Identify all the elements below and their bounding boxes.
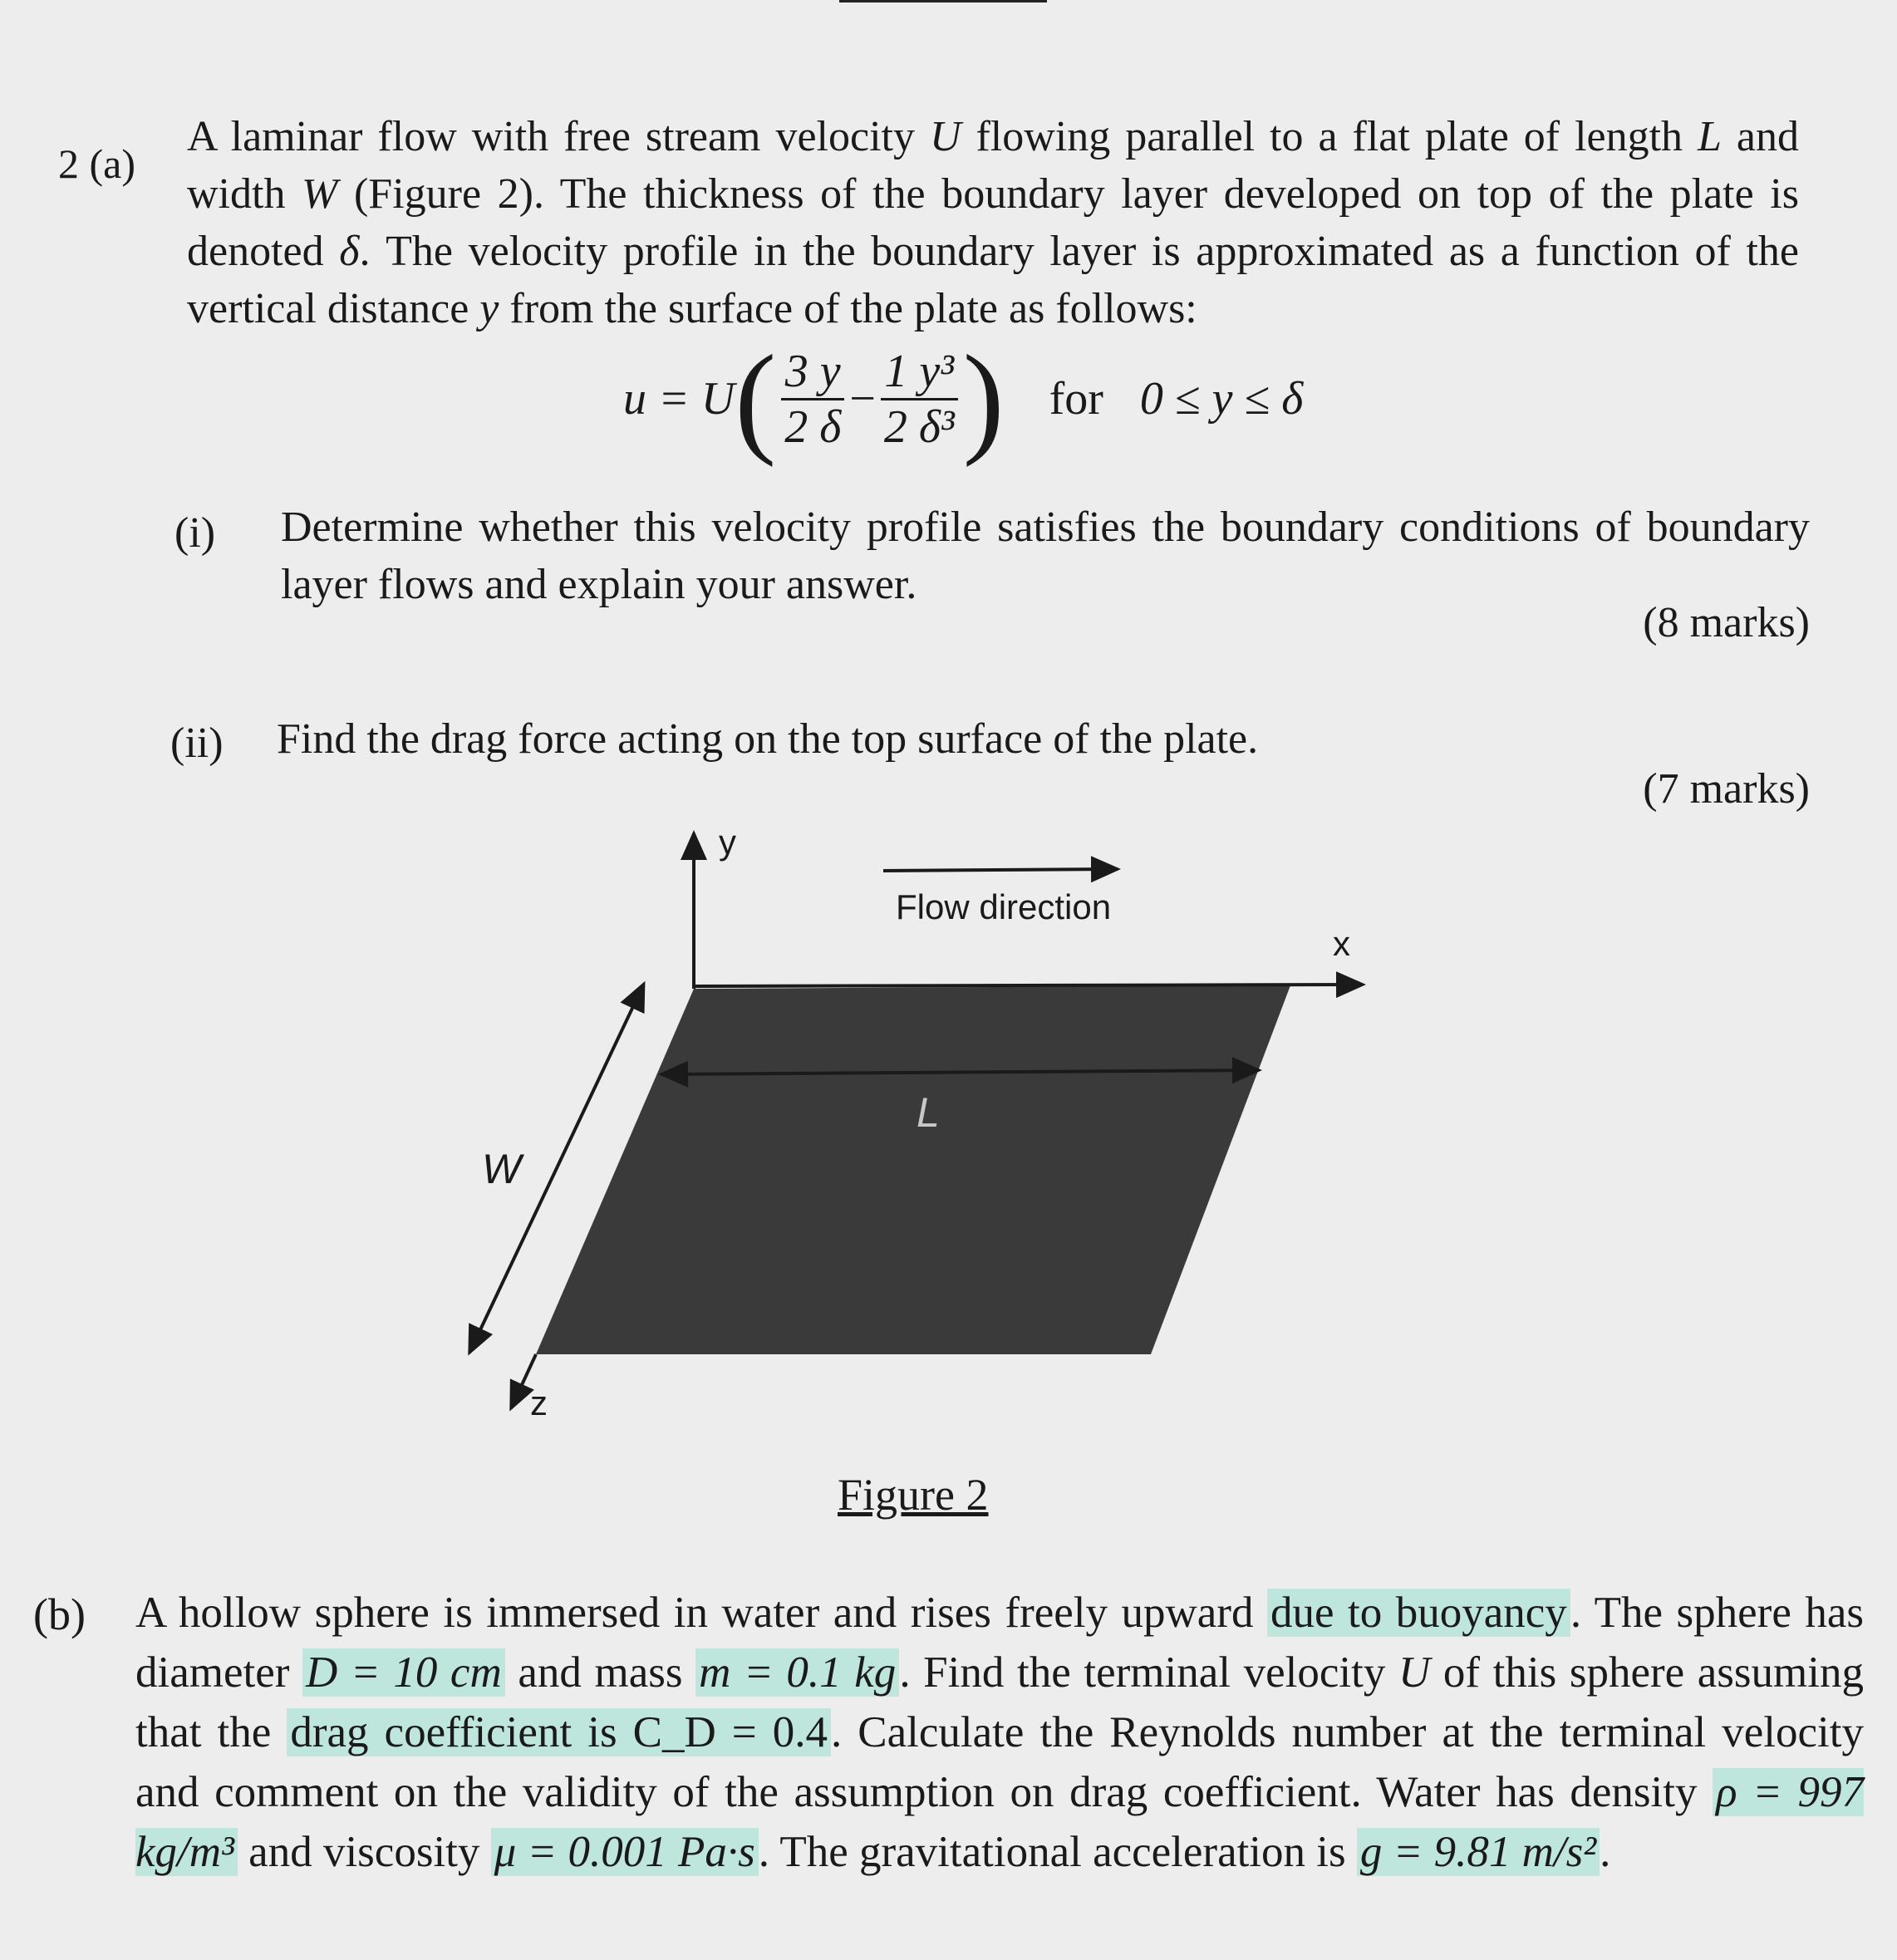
flow-direction-label: Flow direction bbox=[896, 887, 1112, 926]
question-number: 2 (a) bbox=[58, 140, 135, 187]
question-b-label: (b) bbox=[33, 1589, 86, 1639]
length-label: L bbox=[917, 1089, 940, 1136]
x-axis-arrow bbox=[694, 985, 1363, 986]
part-ii-text: Find the drag force acting on the top surface of the plate. bbox=[277, 715, 1259, 763]
highlight-mass: m = 0.1 kg bbox=[695, 1648, 899, 1697]
flat-plate bbox=[536, 985, 1290, 1354]
term2-denominator: 2 δ³ bbox=[883, 400, 955, 453]
figure-caption: Figure 2 bbox=[838, 1470, 989, 1520]
term1-numerator: 3 y bbox=[781, 345, 844, 400]
equation-lhs: u = U bbox=[623, 373, 735, 425]
highlight-buoyancy: due to buoyancy bbox=[1267, 1589, 1570, 1637]
z-axis-label: z bbox=[530, 1383, 548, 1422]
question-a-intro: A laminar flow with free stream velocity U flowing parallel to a flat plate of length L and width W (Figure 2). The thickness of the boundary layer developed on top of the plate is denoted δ. The velocity profile in the boundary layer is approximated as a function of the vertical distance y from the surface of the plate as follows: bbox=[187, 113, 1799, 332]
velocity-profile-equation: u = U( $\frac{3 y}{2 \delta}$ − $\frac{\text{1 y³}}{\text{2 δ³}}$ ) for 0 ≤ y ≤ δ bbox=[623, 330, 1304, 468]
highlight-gravity: g = 9.81 m/s² bbox=[1357, 1828, 1600, 1876]
highlight-density: ρ = 997 kg/m³ bbox=[135, 1768, 1864, 1876]
highlight-drag-coefficient: drag coefficient is C_D = 0.4 bbox=[287, 1708, 831, 1756]
condition-word: for bbox=[1049, 373, 1103, 425]
x-axis-label: x bbox=[1333, 924, 1350, 963]
width-label: W bbox=[482, 1146, 522, 1192]
y-axis-label: y bbox=[719, 823, 736, 862]
part-i-marks: (8 marks) bbox=[1643, 599, 1810, 646]
question-b-text: A hollow sphere is immersed in water and rises freely upward due to buoyancy. The sphere has diameter D = 10 cm and mass m = 0.1 kg. Find the terminal velocity U of this sphere assuming that the drag coefficient is C_D = 0.4. Calculate the Reynolds number at the terminal velocity and comment on the validity of the assumption on drag coefficient. Water has density ρ = 997 kg/m³ and viscosity μ = 0.001 Pa·s. The gravitational acceleration is g = 9.81 m/s². bbox=[135, 1589, 1865, 1876]
term2-numerator: 1 y³ bbox=[881, 345, 958, 400]
highlight-viscosity: μ = 0.001 Pa·s bbox=[491, 1828, 759, 1876]
flow-direction-arrow bbox=[883, 869, 1118, 871]
part-ii-label: (ii) bbox=[170, 720, 224, 767]
highlight-diameter: D = 10 cm bbox=[302, 1648, 505, 1697]
part-ii-marks: (7 marks) bbox=[1643, 765, 1810, 813]
condition: 0 ≤ y ≤ δ bbox=[1139, 373, 1304, 425]
term1-denominator: 2 δ bbox=[784, 400, 842, 453]
part-i-text: Determine whether this velocity profile satisfies the boundary conditions of boundary layer flows and explain your answer. bbox=[281, 504, 1810, 608]
part-i-label: (i) bbox=[174, 509, 216, 557]
